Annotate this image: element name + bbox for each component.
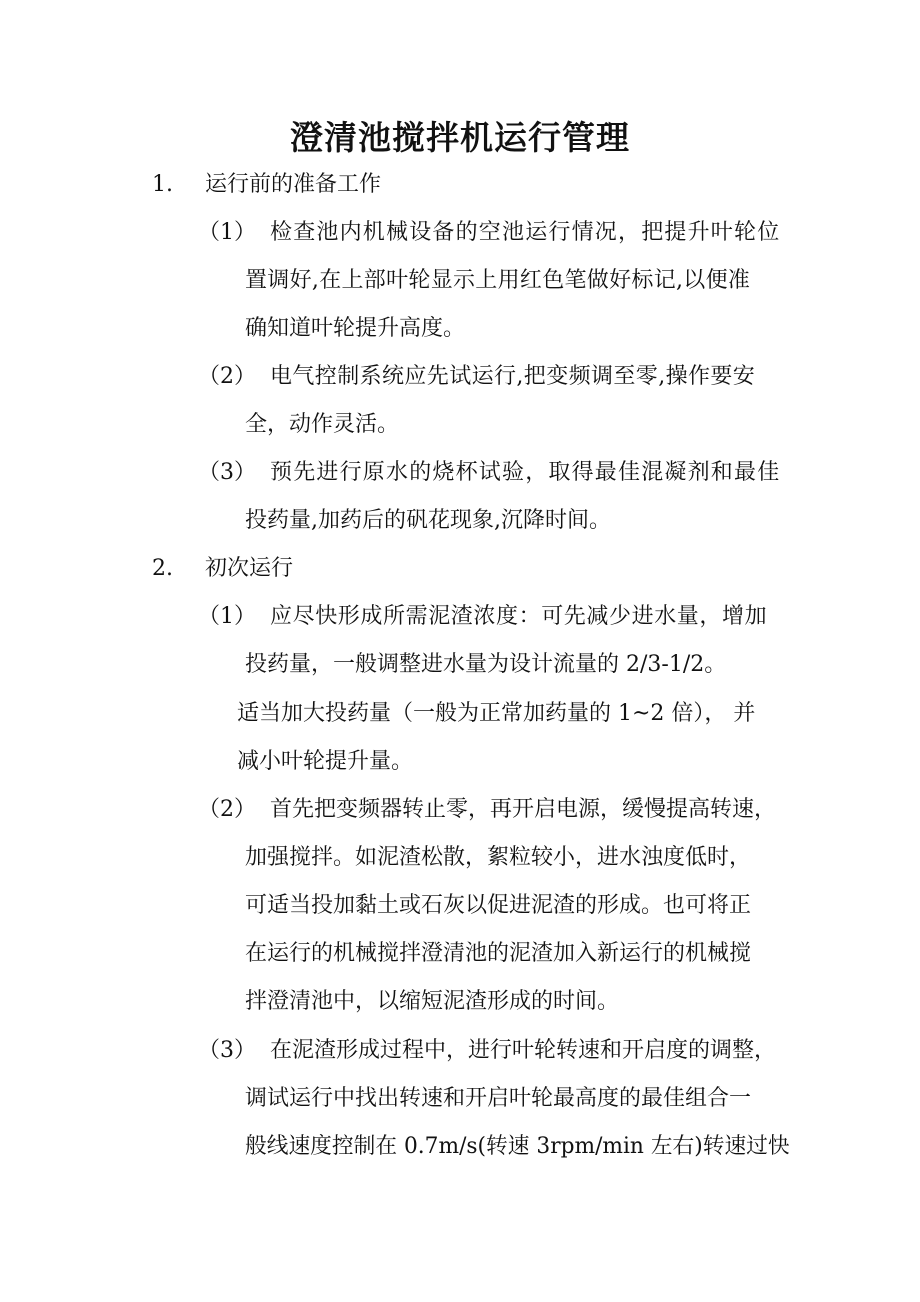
- section-2-item-1-label: （1）: [198, 604, 256, 629]
- section-2-item-1-line-1: 应尽快形成所需泥渣浓度：可先减少进水量，增加: [270, 604, 768, 629]
- section-2-item-2-line-3: 可适当投加黏土或石灰以促进泥渣的形成。也可将正: [245, 893, 752, 918]
- section-2-number: 2.: [152, 556, 173, 581]
- section-2-item-2-line-4: 在运行的机械搅拌澄清池的泥渣加入新运行的机械搅: [245, 941, 752, 966]
- section-1-item-2-line-2: 全，动作灵活。: [245, 412, 400, 437]
- section-1-number: 1.: [152, 172, 173, 197]
- section-2-item-1-line-2: 投药量，一般调整进水量为设计流量的 2/3-1/2。: [245, 652, 727, 677]
- section-2-item-2-line-5: 拌澄清池中，以缩短泥渣形成的时间。: [245, 989, 620, 1014]
- section-1-item-3-line-1: 预先进行原水的烧杯试验，取得最佳混凝剂和最佳: [270, 460, 781, 485]
- section-1-item-2-line-1: 电气控制系统应先试运行,把变频调至零,操作要安: [270, 364, 756, 389]
- section-2-item-3-line-3: 般线速度控制在 0.7m/s(转速 3rpm/min 左右)转速过快: [245, 1134, 790, 1159]
- section-2-item-1-extra-line-2: 减小叶轮提升量。: [237, 749, 414, 774]
- section-2-item-3-line-2: 调试运行中找出转速和开启叶轮最高度的最佳组合一: [245, 1086, 752, 1111]
- section-1-item-3-line-2: 投药量,加药后的矾花现象,沉降时间。: [245, 508, 611, 533]
- section-1-item-2-label: （2）: [198, 364, 256, 389]
- section-2-item-2-line-2: 加强搅拌。如泥渣松散，絮粒较小，进水浊度低时，: [245, 845, 752, 870]
- section-2-item-3-label: （3）: [198, 1038, 256, 1063]
- section-2-heading: 初次运行: [205, 556, 294, 581]
- section-1-heading: 运行前的准备工作: [205, 172, 382, 197]
- section-2-item-1-extra-line-1: 适当加大投药量（一般为正常加药量的 1~2 倍）， 并: [237, 701, 756, 726]
- section-2-item-3-line-1: 在泥渣形成过程中，进行叶轮转速和开启度的调整，: [270, 1038, 777, 1063]
- section-1-item-1-line-1: 检查池内机械设备的空池运行情况，把提升叶轮位: [270, 220, 781, 245]
- section-1-item-1-label: （1）: [198, 220, 256, 245]
- section-1-item-1-line-2: 置调好,在上部叶轮显示上用红色笔做好标记,以便准: [245, 268, 751, 293]
- section-1-item-1-line-3: 确知道叶轮提升高度。: [245, 316, 466, 341]
- section-2-item-2-label: （2）: [198, 797, 256, 822]
- page-title: 澄清池搅拌机运行管理: [290, 118, 630, 157]
- section-1-item-3-label: （3）: [198, 460, 256, 485]
- section-2-item-2-line-1: 首先把变频器转止零，再开启电源，缓慢提高转速，: [270, 797, 777, 822]
